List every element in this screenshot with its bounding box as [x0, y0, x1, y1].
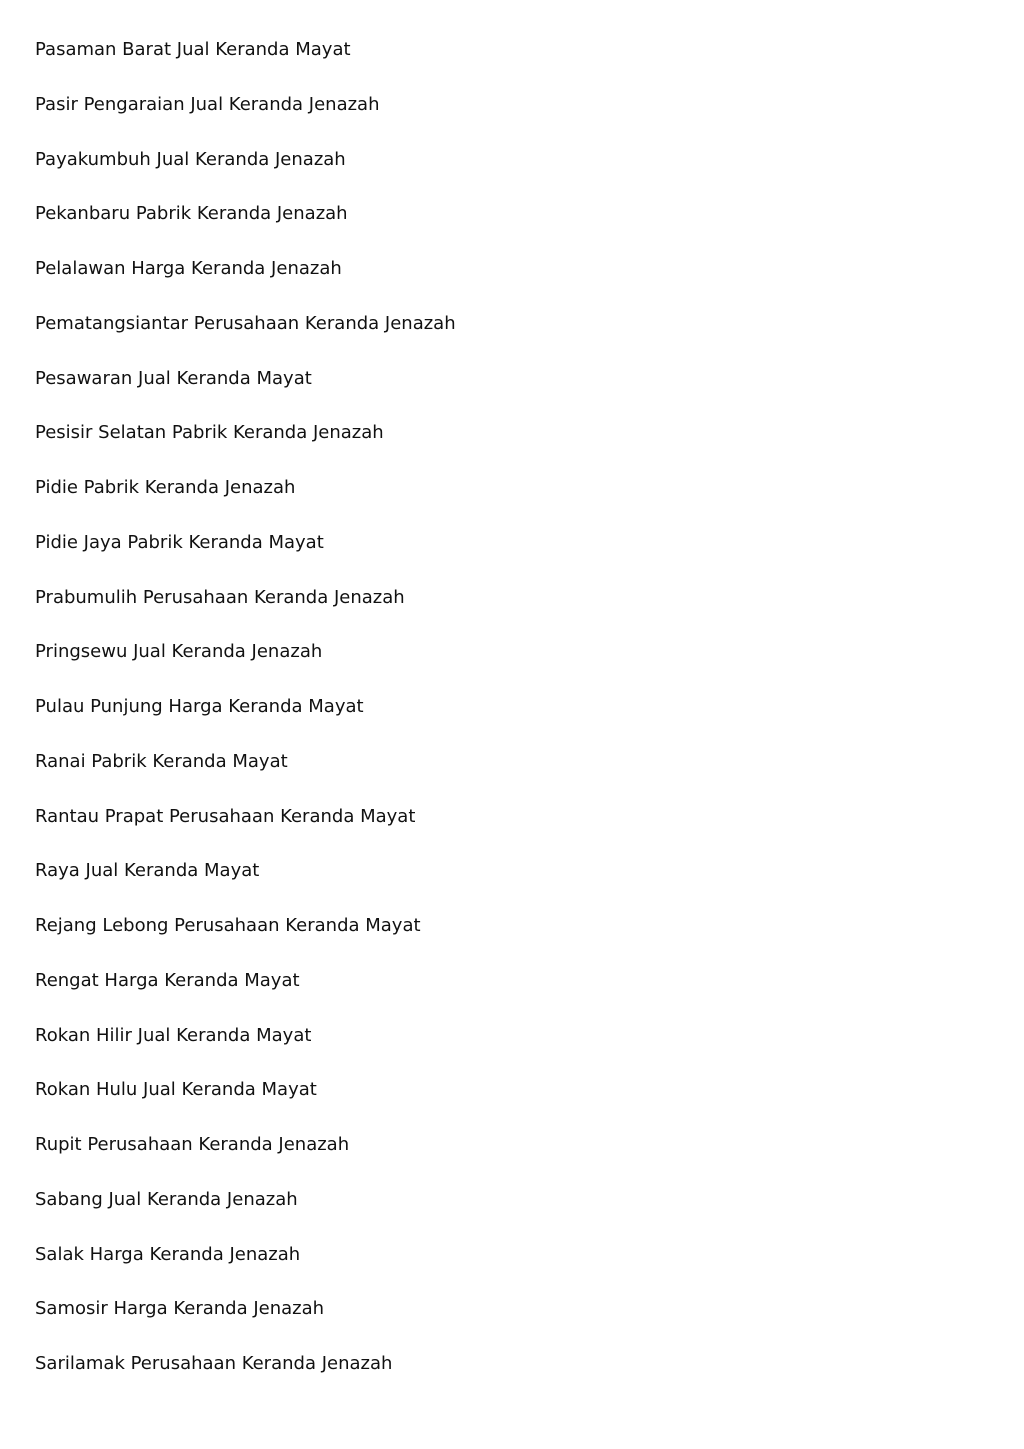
list-item: Pidie Pabrik Keranda Jenazah	[35, 477, 296, 498]
list-item: Pematangsiantar Perusahaan Keranda Jenazah	[35, 312, 456, 334]
list-item: Rokan Hulu Jual Keranda Mayat	[35, 1079, 317, 1101]
list-item: Rejang Lebong Perusahaan Keranda Mayat	[35, 915, 421, 936]
list-item: Raya Jual Keranda Mayat	[35, 860, 260, 882]
list-item: Pesawaran Jual Keranda Mayat	[35, 367, 312, 389]
list-item: Salak Harga Keranda Jenazah	[35, 1243, 301, 1265]
list-item: Prabumulih Perusahaan Keranda Jenazah	[35, 586, 405, 608]
list-item: Payakumbuh Jual Keranda Jenazah	[35, 148, 346, 170]
list-item: Samosir Harga Keranda Jenazah	[35, 1298, 325, 1320]
list-item: Pasir Pengaraian Jual Keranda Jenazah	[35, 93, 380, 115]
list-item: Rokan Hilir Jual Keranda Mayat	[35, 1024, 312, 1046]
list-item: Sabang Jual Keranda Jenazah	[35, 1188, 298, 1210]
list-item: Rupit Perusahaan Keranda Jenazah	[35, 1134, 350, 1155]
list-item: Pasaman Barat Jual Keranda Mayat	[35, 39, 351, 60]
list-item: Rengat Harga Keranda Mayat	[35, 969, 300, 991]
list-item: Pringsewu Jual Keranda Jenazah	[35, 641, 323, 663]
list-item: Ranai Pabrik Keranda Mayat	[35, 750, 288, 772]
list-item: Pekanbaru Pabrik Keranda Jenazah	[35, 203, 348, 225]
list-item: Pelalawan Harga Keranda Jenazah	[35, 258, 342, 279]
list-item: Pesisir Selatan Pabrik Keranda Jenazah	[35, 422, 384, 444]
list-item: Rantau Prapat Perusahaan Keranda Mayat	[35, 805, 416, 827]
list-item: Pidie Jaya Pabrik Keranda Mayat	[35, 531, 324, 553]
list-item: Pulau Punjung Harga Keranda Mayat	[35, 696, 364, 717]
location-list	[35, 37, 456, 1406]
list-item: Sarilamak Perusahaan Keranda Jenazah	[35, 1353, 393, 1374]
